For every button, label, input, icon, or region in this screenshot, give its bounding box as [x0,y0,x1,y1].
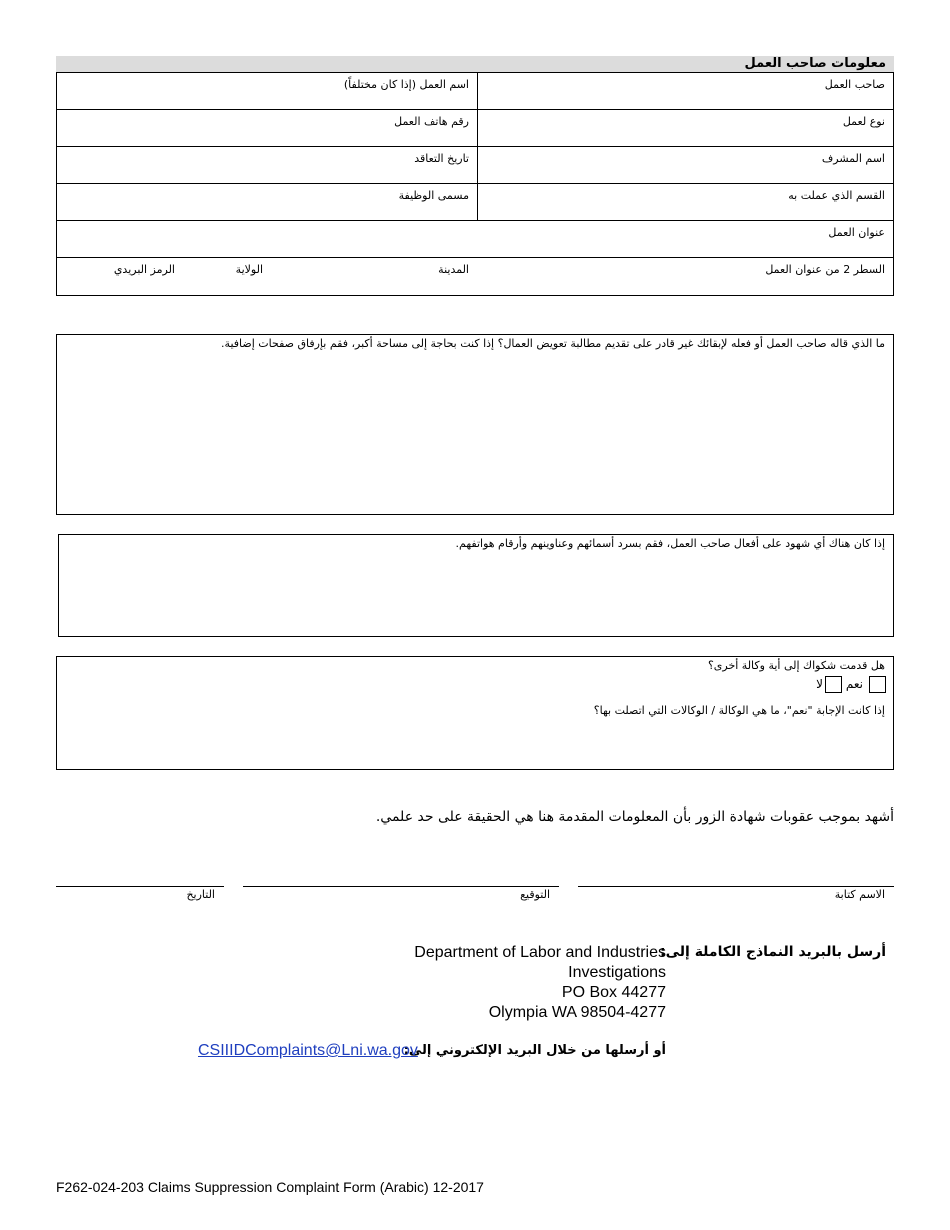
which-agencies-question: إذا كانت الإجابة "نعم"، ما هي الوكالة / الوكالات التي اتصلت بها؟ [593,704,885,717]
declaration-text: أشهد بموجب عقوبات شهادة الزور بأن المعلومات المقدمة هنا هي الحقيقة على حد علمي. [375,809,894,825]
job-title-field[interactable]: مسمى الوظيفة [398,189,469,202]
employer-info-table [56,72,894,296]
address-line-1: Department of Labor and Industries [414,944,666,961]
date-label: التاريخ [186,888,215,901]
business-name-field[interactable]: اسم العمل (إذا كان مختلفاً) [343,78,469,91]
address-line-2: Investigations [568,964,666,981]
address-line-4: Olympia WA 98504-4277 [488,1004,666,1021]
yes-checkbox[interactable] [869,676,886,693]
state-field[interactable]: الولاية [235,263,263,276]
other-agency-question: هل قدمت شكواك إلى أية وكالة أخرى؟ [707,659,885,672]
business-type-field[interactable]: نوع لعمل [842,115,885,128]
employer-actions-question: ما الذي قاله صاحب العمل أو فعله لإبقائك غير قادر على تقديم مطالبة تعويض العمال؟ إذا كنت بحاجة إلى مساحة أكبر، فقم بإرفاق صفحات إضافية. [221,337,885,350]
employer-actions-box[interactable] [56,334,894,515]
employer-row-3 [57,147,893,184]
employer-row-4 [57,184,893,221]
city-field[interactable]: المدينة [438,263,469,276]
business-address-field[interactable]: عنوان العمل [828,226,885,239]
no-label: لا [816,677,823,691]
form-footer: F262-024-203 Claims Suppression Complaint Form (Arabic) 12-2017 [56,1179,484,1195]
mail-label: أرسل بالبريد النماذج الكاملة إلى: [660,944,886,960]
hire-date-field[interactable]: تاريخ التعاقد [414,152,469,165]
no-checkbox[interactable] [825,676,842,693]
mailing-address [414,943,666,1023]
employer-row-5 [57,221,893,258]
signature-label: التوقيع [520,888,550,901]
printed-name-label: الاسم كتابة [834,888,885,901]
witnesses-box[interactable] [58,534,894,637]
department-field[interactable]: القسم الذي عملت به [788,189,885,202]
other-agency-box [56,656,894,770]
date-line[interactable] [56,886,224,887]
printed-name-line[interactable] [578,886,894,887]
signature-line[interactable] [243,886,559,887]
yes-label: نعم [845,677,863,691]
email-link[interactable]: CSIIIDComplaints@Lni.wa.gov [198,1042,418,1059]
employer-section-title: معلومات صاحب العمل [744,56,886,71]
employer-row-6 [57,258,893,295]
supervisor-name-field[interactable]: اسم المشرف [821,152,885,165]
employer-field[interactable]: صاحب العمل [824,78,885,91]
employer-row-2 [57,110,893,147]
email-label: أو أرسلها من خلال البريد الإلكتروني إلى: [403,1043,666,1058]
business-phone-field[interactable]: رقم هاتف العمل [394,115,469,128]
witnesses-question: إذا كان هناك أي شهود على أفعال صاحب العمل، فقم بسرد أسمائهم وعناوينهم وأرقام هواتفهم. [455,537,885,550]
zip-field[interactable]: الرمز البريدي [113,263,175,276]
address-line-3: PO Box 44277 [561,984,666,1001]
address-line2-field[interactable]: السطر 2 من عنوان العمل [765,263,885,276]
employer-section-header [56,56,894,72]
employer-row-1 [57,73,893,110]
